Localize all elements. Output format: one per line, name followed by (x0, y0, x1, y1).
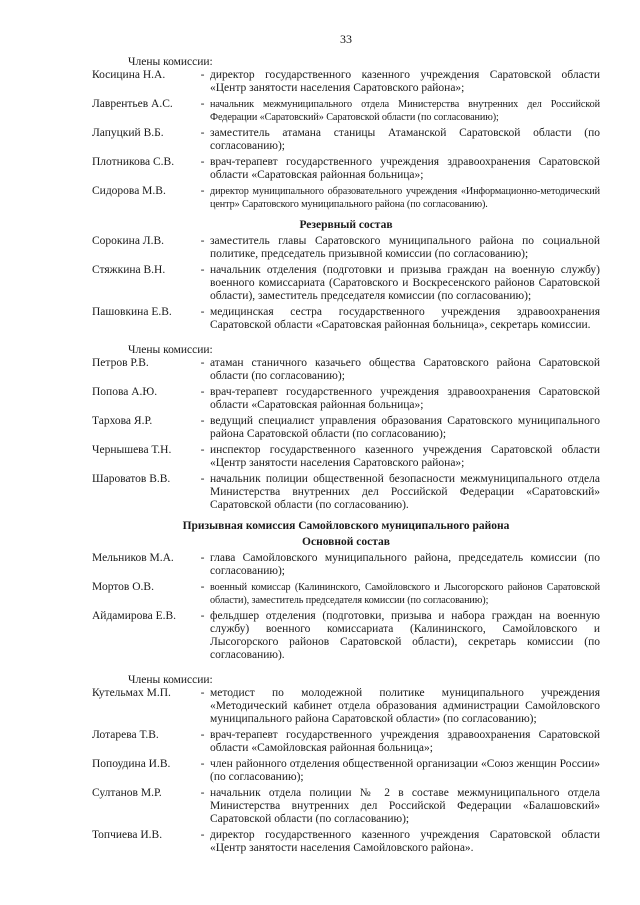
dash-separator: - (200, 127, 205, 139)
dash-separator: - (200, 729, 205, 741)
member-entry (92, 687, 600, 726)
dash-separator: - (200, 552, 205, 564)
dash-separator: - (200, 581, 205, 593)
member-position: начальник отделения (подготовки и призыва граждан на военную службу) военного комиссариата (Саратовского и Воскресенского районов Саратовской области), заместитель председателя комиссии (по согласованию); (210, 264, 600, 302)
dash-separator: - (200, 829, 205, 841)
dash-separator: - (200, 758, 205, 770)
member-entry (92, 473, 600, 512)
member-name: Стяжкина В.Н. (92, 264, 166, 276)
member-entry (92, 264, 600, 303)
member-position: директор государственного казенного учреждения Саратовской области «Центр занятости населения Самойловского района». (210, 829, 600, 854)
dash-separator: - (200, 235, 205, 247)
dash-separator: - (200, 610, 205, 622)
section-heading: Призывная комиссия Самойловского муниципального района (182, 520, 510, 532)
member-position: инспектор государственного казенного учреждения Саратовской области «Центр занятости населения Саратовского района»; (210, 444, 600, 469)
member-entry (92, 98, 600, 124)
member-position: медицинская сестра государственного учреждения здравоохранения Саратовской области «Саратовская районная больница», секретарь комиссии. (210, 306, 600, 331)
member-position: директор государственного казенного учреждения Саратовской области «Центр занятости населения Саратовского района»; (210, 69, 600, 94)
commission-list (92, 56, 600, 855)
member-name: Тархова Я.Р. (92, 415, 153, 427)
member-position: начальник отдела полиции № 2 в составе межмуниципального отдела Министерства внутренних дел Российской Федерации «Балашовский» Саратовской области (по согласованию); (210, 787, 600, 825)
member-name: Сидорова М.В. (92, 185, 166, 197)
member-entry (92, 829, 600, 855)
dash-separator: - (200, 264, 205, 276)
member-position: атаман станичного казачьего общества Саратовского района Саратовской области (по согласованию); (210, 357, 600, 382)
member-name: Петров Р.В. (92, 357, 149, 369)
member-position: врач-терапевт государственного учреждения здравоохранения Саратовской области «Самойловская районная больница»; (210, 729, 600, 754)
member-position: начальник межмуниципального отдела Министерства внутренних дел Российской Федерации «Саратовский» Саратовской области (по согласованию); (210, 99, 600, 123)
member-entry (92, 610, 600, 662)
member-entry (92, 69, 600, 95)
member-position: врач-терапевт государственного учреждения здравоохранения Саратовской области «Саратовская районная больница»; (210, 156, 600, 181)
member-entry (92, 386, 600, 412)
member-entry (92, 235, 600, 261)
member-entry (92, 787, 600, 826)
member-position: фельдшер отделения (подготовки, призыва и набора граждан на военную службу) военного комиссариата (Калининского, Самойловского и Лысогорского районов Саратовской области), секретарь комиссии (по согласованию). (210, 610, 600, 661)
member-position: врач-терапевт государственного учреждения здравоохранения Саратовской области «Саратовская районная больница»; (210, 386, 600, 411)
member-name: Попоудина И.В. (92, 758, 171, 770)
member-name: Султанов М.Р. (92, 787, 162, 799)
member-name: Айдамирова Е.В. (92, 610, 177, 622)
member-position: директор муниципального образовательного учреждения «Информационно-методический центр» Саратовского муниципального района (по согласованию). (210, 186, 600, 210)
section-caption: Члены комиссии: (128, 344, 213, 356)
member-position: заместитель главы Саратовского муниципального района по социальной политике, председатель призывной комиссии (по согласованию); (210, 235, 600, 260)
member-name: Мортов О.В. (92, 581, 154, 593)
dash-separator: - (200, 185, 205, 197)
dash-separator: - (200, 444, 205, 456)
dash-separator: - (200, 415, 205, 427)
member-entry (92, 185, 600, 211)
member-entry (92, 127, 600, 153)
dash-separator: - (200, 473, 205, 485)
member-position: военный комиссар (Калининского, Самойловского и Лысогорского районов Саратовской области), заместитель председателя комиссии (по согласованию); (210, 582, 600, 606)
member-name: Шароватов В.В. (92, 473, 171, 485)
member-entry (92, 415, 600, 441)
section-caption: Члены комиссии: (128, 56, 213, 68)
section-caption: Члены комиссии: (128, 674, 213, 686)
member-name: Топчиева И.В. (92, 829, 163, 841)
dash-separator: - (200, 386, 205, 398)
member-name: Пашовкина Е.В. (92, 306, 172, 318)
dash-separator: - (200, 787, 205, 799)
dash-separator: - (200, 306, 205, 318)
member-entry (92, 581, 600, 607)
page-number: 33 (340, 32, 352, 46)
member-name: Попова А.Ю. (92, 386, 158, 398)
member-position: глава Самойловского муниципального района, председатель комиссии (по согласованию); (210, 552, 600, 577)
member-entry (92, 552, 600, 578)
member-entry (92, 444, 600, 470)
member-name: Мельников М.А. (92, 552, 174, 564)
dash-separator: - (200, 98, 205, 110)
member-name: Лотарева Т.В. (92, 729, 159, 741)
dash-separator: - (200, 156, 205, 168)
member-entry (92, 357, 600, 383)
member-name: Кутельмах М.П. (92, 687, 171, 699)
dash-separator: - (200, 687, 205, 699)
section-heading: Резервный состав (299, 219, 393, 231)
member-entry (92, 758, 600, 784)
dash-separator: - (200, 69, 205, 81)
member-position: ведущий специалист управления образования Саратовского муниципального района Саратовской области (по согласованию); (210, 415, 600, 440)
member-name: Лаврентьев А.С. (92, 98, 173, 110)
member-name: Сорокина Л.В. (92, 235, 165, 247)
member-name: Лапуцкий В.Б. (92, 127, 164, 139)
dash-separator: - (200, 357, 205, 369)
member-name: Чернышева Т.Н. (92, 444, 172, 456)
section-heading: Основной состав (302, 536, 390, 548)
member-entry (92, 156, 600, 182)
member-name: Косицина Н.А. (92, 69, 166, 81)
member-position: заместитель атамана станицы Атаманской Саратовской области (по согласованию); (210, 127, 600, 152)
member-position: член районного отделения общественной организации «Союз женщин России» (по согласованию); (210, 758, 600, 783)
member-name: Плотникова С.В. (92, 156, 175, 168)
member-position: начальник полиции общественной безопасности межмуниципального отдела Министерства внутренних дел Российской Федерации «Саратовский» Саратовской области (по согласованию). (210, 473, 600, 511)
member-position: методист по молодежной политике муниципального учреждения «Методический кабинет отдела образования администрации Самойловского муниципального района Саратовской области» (по согласованию); (210, 687, 600, 725)
member-entry (92, 729, 600, 755)
member-entry (92, 306, 600, 332)
